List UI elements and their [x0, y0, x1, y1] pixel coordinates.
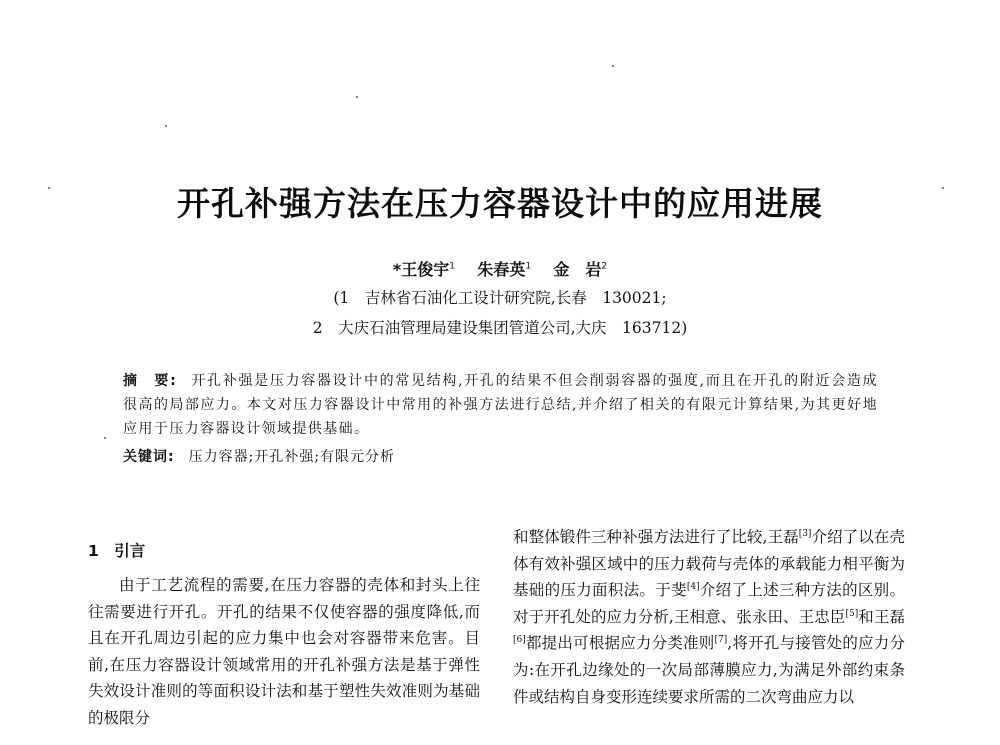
keywords-label: 关键词: — [123, 449, 175, 465]
right-column — [513, 524, 905, 710]
left-column — [88, 572, 480, 732]
text-segment: 都提出可根据应力分类准则 — [525, 634, 715, 653]
text-segment: ,将开孔与接管处的应力分为:在开孔边缘处的一次局部薄膜应力,为满足外部约束条件或结构自身变形连续要求所需的二次弯曲应力以 — [513, 634, 905, 706]
scan-speck — [942, 187, 944, 189]
author-name: 金 岩 — [553, 260, 602, 279]
paper-title: 开孔补强方法在压力容器设计中的应用进展 — [177, 184, 823, 223]
abstract-block — [123, 369, 878, 441]
author-affil-mark: 2 — [601, 261, 608, 272]
scan-speck — [104, 437, 106, 439]
author-affil-mark: 1 — [449, 261, 456, 272]
citation-ref: [3] — [798, 528, 812, 539]
keywords-text: 压力容器;开孔补强;有限元分析 — [188, 449, 396, 465]
scan-speck — [612, 65, 614, 67]
author-affil-mark: 1 — [525, 261, 532, 272]
right-column-paragraph — [513, 524, 905, 710]
citation-ref: [4] — [686, 582, 700, 593]
citation-ref: [7] — [714, 635, 728, 646]
author-line — [0, 257, 1000, 280]
affiliation-2: 2 大庆石油管理局建设集团管道公司,大庆 163712) — [312, 319, 688, 337]
author-name: 朱春英 — [477, 260, 526, 279]
scan-speck — [48, 187, 50, 189]
author-name: *王俊宇 — [392, 260, 450, 279]
citation-ref: [5] — [845, 608, 859, 619]
intro-paragraph: 由于工艺流程的需要,在压力容器的壳体和封头上往往需要进行开孔。开孔的结果不仅使容器的强度降低,而且在开孔周边引起的应力集中也会对容器带来危害。目前,在压力容器设计领域常用的开孔补强方法是基于弹性失效设计准则的等面积设计法和基于塑性失效准则为基础的极限分 — [88, 576, 480, 727]
text-segment: 和整体锻件三种补强方法进行了比较,王磊 — [513, 528, 799, 546]
keywords-block — [123, 446, 878, 466]
text-segment: 介绍了以在壳体有效补强区域中的压力载荷与壳体的承载能力相平衡为基础的压力面积法。于斐 — [513, 528, 905, 600]
scan-speck — [356, 96, 358, 98]
section-heading: 1 引言 — [88, 542, 146, 560]
abstract-text: 开孔补强是压力容器设计中的常见结构,开孔的结果不但会削弱容器的强度,而且在开孔的附近会造成很高的局部应力。本文对压力容器设计中常用的补强方法进行总结,并介绍了相关的有限元计算结果,为其更好地应用于压力容器设计领域提供基础。 — [123, 373, 878, 437]
affiliation-1: (1 吉林省石油化工设计研究院,长春 130021; — [333, 289, 667, 307]
citation-ref: [6] — [513, 635, 526, 646]
abstract-label: 摘 要: — [123, 373, 178, 389]
text-segment: 和王磊 — [858, 607, 905, 626]
scan-speck — [165, 125, 167, 127]
text-segment: 介绍了上述三种方法的区别。对于开孔处的应力分析,王相意、张永田、王忠臣 — [513, 581, 905, 626]
